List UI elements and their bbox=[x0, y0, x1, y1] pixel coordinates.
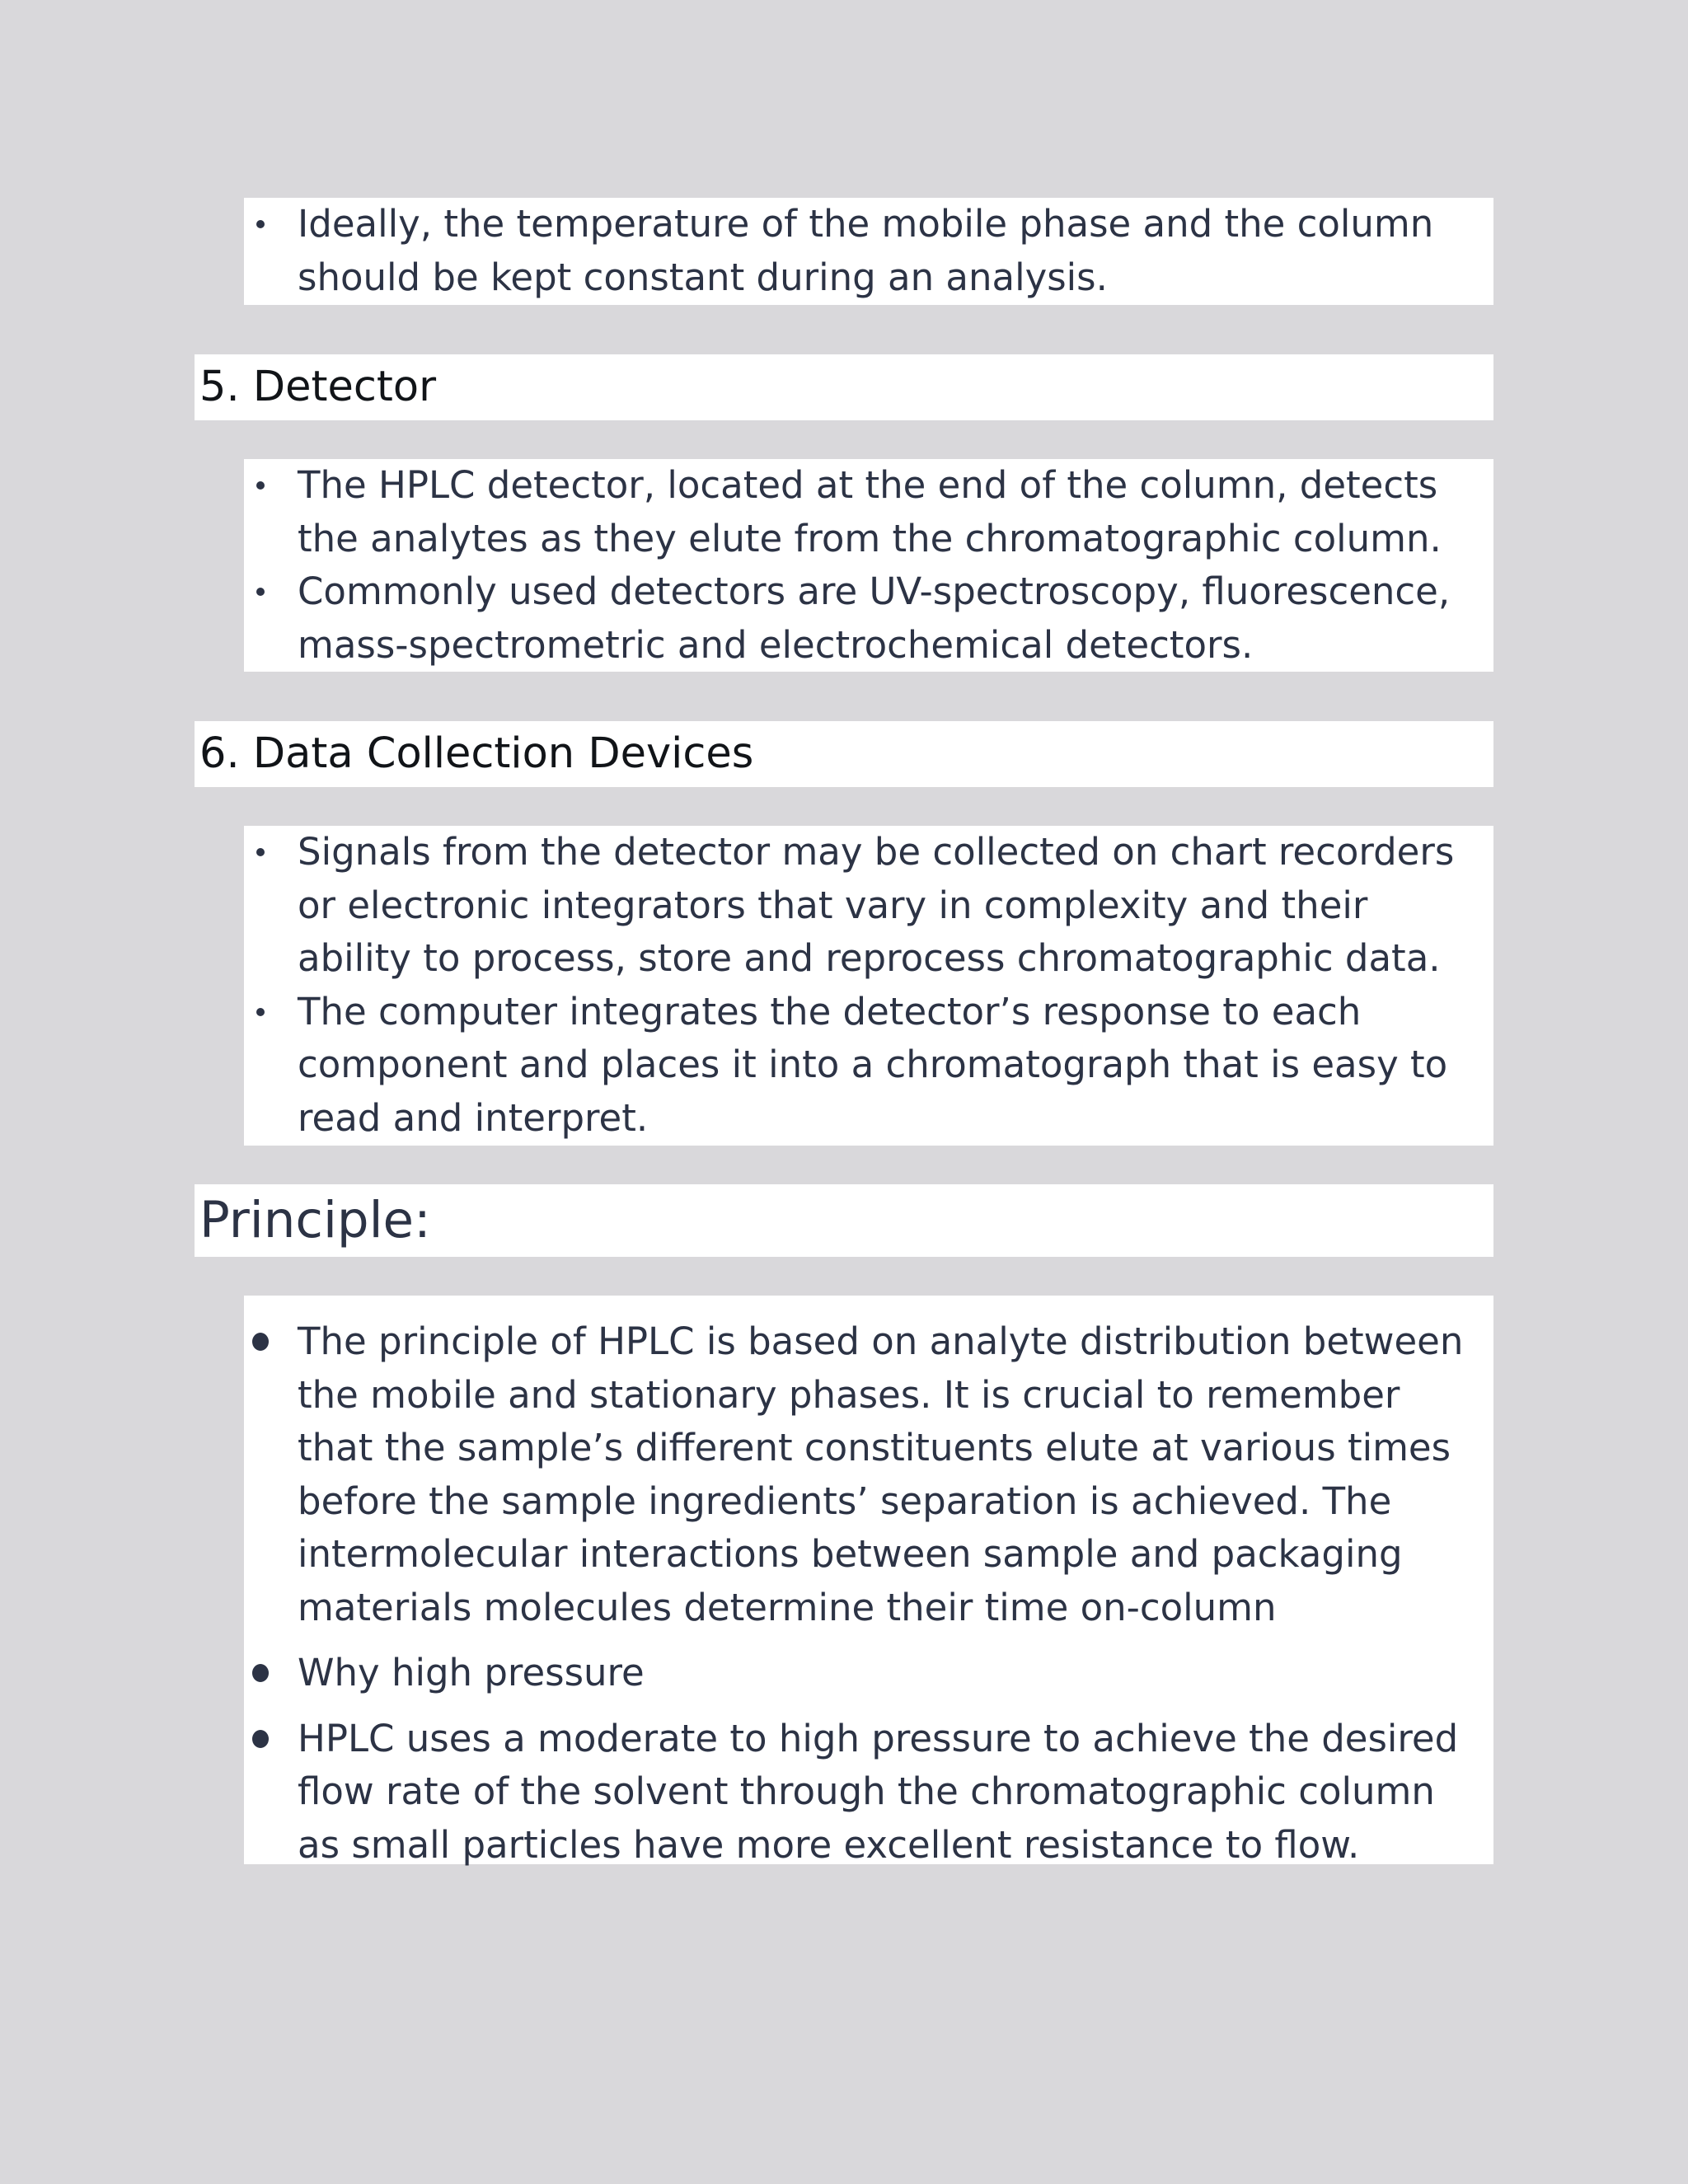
principle-list-block bbox=[244, 1296, 1493, 1867]
section-heading-detector: 5. Detector bbox=[199, 363, 437, 411]
intro-list bbox=[244, 198, 1493, 304]
list-item bbox=[244, 826, 1493, 986]
bullet-icon bbox=[252, 1647, 269, 1700]
bullet-icon bbox=[252, 198, 269, 251]
list-item bbox=[244, 198, 1493, 304]
detector-heading-block bbox=[195, 354, 1493, 420]
data-collection-heading-block bbox=[195, 721, 1493, 787]
bullet-icon bbox=[252, 565, 269, 619]
list-item bbox=[244, 1713, 1493, 1872]
detector-list bbox=[244, 459, 1493, 672]
list-item bbox=[244, 565, 1493, 672]
detector-list-block bbox=[244, 459, 1493, 672]
list-item-text: HPLC uses a moderate to high pressure to achieve the desired flow rate of the solvent through the chromatographic column as small particles have more excellent resistance to flow. bbox=[298, 1716, 1459, 1867]
bullet-icon bbox=[252, 459, 269, 513]
bullet-icon bbox=[252, 1713, 269, 1766]
principle-heading-block bbox=[195, 1184, 1493, 1257]
list-item bbox=[244, 986, 1493, 1146]
list-item bbox=[244, 1315, 1493, 1634]
list-item-text: The computer integrates the detector’s response to each component and places it into a chromatograph that is easy to read and interpret. bbox=[298, 989, 1448, 1140]
intro-list-block bbox=[244, 198, 1493, 305]
bullet-icon bbox=[252, 986, 269, 1039]
principle-list bbox=[244, 1315, 1493, 1872]
list-item-text: The principle of HPLC is based on analyte distribution between the mobile and stationary phases. It is crucial to remember that the sample’s different constituents elute at various times before the sample ingredients’ separation is achieved. The intermolecular interactions between sample and packaging materials molecules determine their time on-column bbox=[298, 1319, 1464, 1629]
bullet-icon bbox=[252, 826, 269, 879]
list-item-text: Commonly used detectors are UV-spectroscopy, fluorescence, mass-spectrometric and electrochemical detectors. bbox=[298, 569, 1451, 667]
bullet-icon bbox=[252, 1315, 269, 1369]
list-item bbox=[244, 1647, 1493, 1700]
section-heading-data-collection: 6. Data Collection Devices bbox=[199, 729, 754, 778]
list-item-text: Why high pressure bbox=[298, 1651, 645, 1694]
list-item-text: Signals from the detector may be collected on chart recorders or electronic integrators that vary in complexity and their ability to process, store and reprocess chromatographic data. bbox=[298, 830, 1455, 980]
list-item bbox=[244, 459, 1493, 565]
list-item-text: Ideally, the temperature of the mobile phase and the column should be kept constant during an analysis. bbox=[298, 202, 1434, 299]
section-heading-principle: Principle: bbox=[199, 1191, 431, 1249]
list-item-text: The HPLC detector, located at the end of the column, detects the analytes as they elute from the chromatographic column. bbox=[298, 463, 1442, 560]
data-collection-list bbox=[244, 826, 1493, 1145]
data-collection-list-block bbox=[244, 826, 1493, 1146]
